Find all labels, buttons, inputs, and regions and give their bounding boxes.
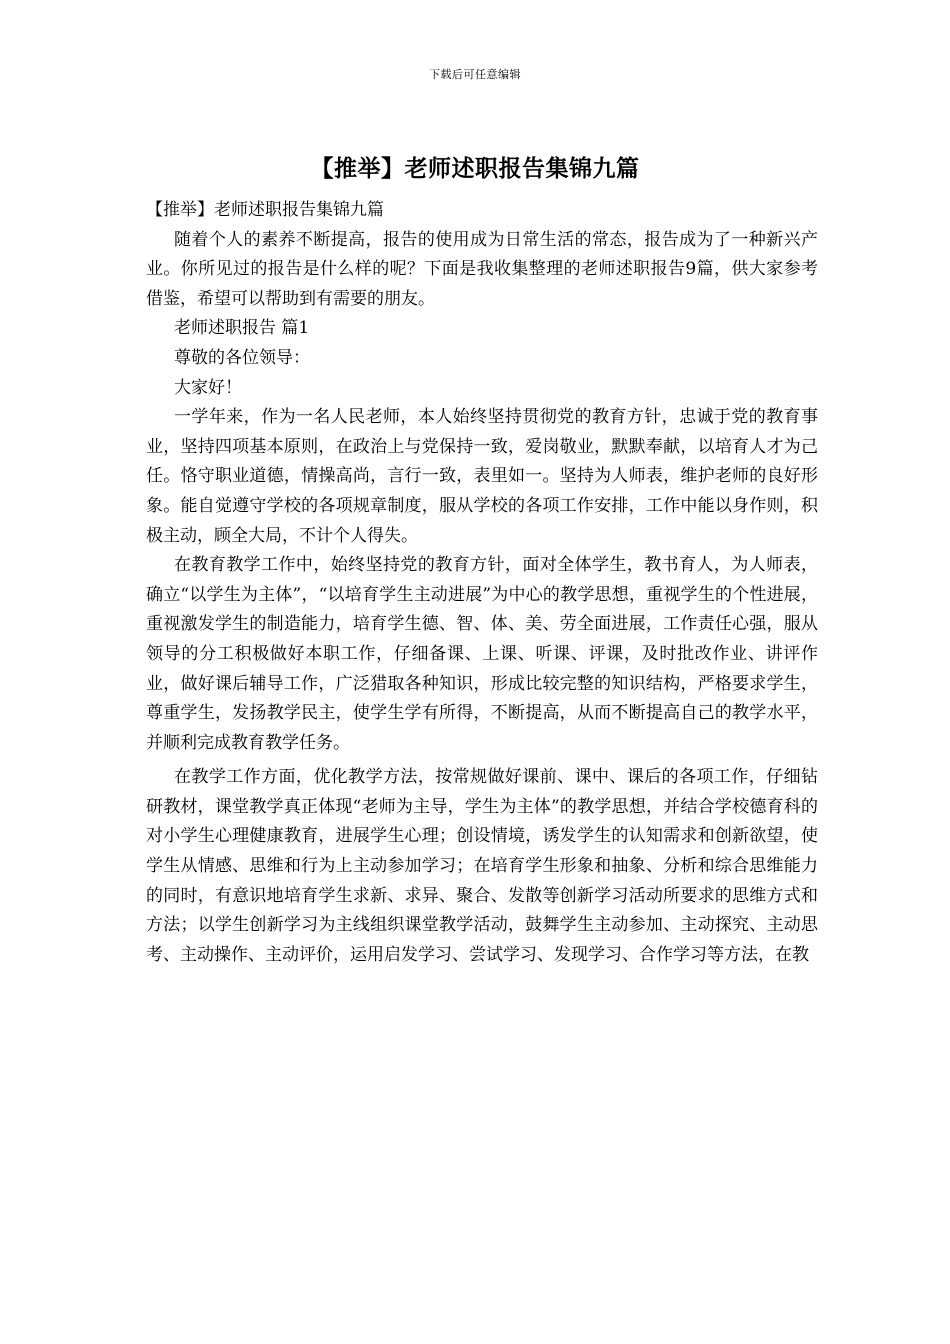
salutation: 尊敬的各位领导： xyxy=(174,347,310,368)
subtitle-paragraph: 【推举】老师述职报告集锦九篇 xyxy=(146,200,384,220)
greeting: 大家好！ xyxy=(174,377,242,398)
section-heading: 老师述职报告 篇1 xyxy=(174,318,310,339)
page-header-note: 下载后可任意编辑 xyxy=(429,68,521,81)
intro-paragraph: 随着个人的素养不断提高，报告的使用成为日常生活的常态，报告成为了一种新兴产业。你所见过的报告是什么样的呢？下面是我收集整理的老师述职报告9篇，供大家参考借鉴，希望可以帮助到有需要的朋友。 xyxy=(146,229,818,309)
body-paragraph: 在教育教学工作中，始终坚持党的教育方针，面对全体学生，教书育人，为人师表，确立“以学生为主体”，“以培育学生主动进展”为中心的教学思想，重视学生的个性进展，重视激发学生的制造能力，培育学生德、智、体、美、劳全面进展，工作责任心强，服从领导的分工积极做好本职工作，仔细备课、上课、听课、评课，及时批改作业、讲评作业，做好课后辅导工作，广泛猎取各种知识，形成比较完整的知识结构，严格要求学生，尊重学生，发扬教学民主，使学生学有所得，不断提高，从而不断提高自己的教学水平，并顺利完成教育教学任务。 xyxy=(146,555,818,753)
document-body xyxy=(146,196,818,970)
body-paragraph: 一学年来，作为一名人民老师，本人始终坚持贯彻党的教育方针，忠诚于党的教育事业，坚持四项基本原则，在政治上与党保持一致，爱岗敬业，默默奉献，以培育人才为己任。恪守职业道德，情操高尚，言行一致，表里如一。坚持为人师表，维护老师的良好形象。能自觉遵守学校的各项规章制度，服从学校的各项工作安排，工作中能以身作则，积极主动，顾全大局，不计个人得失。 xyxy=(146,407,818,546)
body-paragraph: 在教学工作方面，优化教学方法，按常规做好课前、课中、课后的各项工作，仔细钻研教材，课堂教学真正体现“老师为主导，学生为主体”的教学思想，并结合学校德育科的对小学生心理健康教育，进展学生心理；创设情境，诱发学生的认知需求和创新欲望，使学生从情感、思维和行为上主动参加学习；在培育学生形象和抽象、分析和综合思维能力的同时，有意识地培育学生求新、求异、聚合、发散等创新学习活动所要求的思维方式和方法；以学生创新学习为主线组织课堂教学活动，鼓舞学生主动参加、主动探究、主动思考、主动操作、主动评价，运用启发学习、尝试学习、发现学习、合作学习等方法，在教 xyxy=(146,767,818,965)
document-title: 【推举】老师述职报告集锦九篇 xyxy=(310,155,640,182)
